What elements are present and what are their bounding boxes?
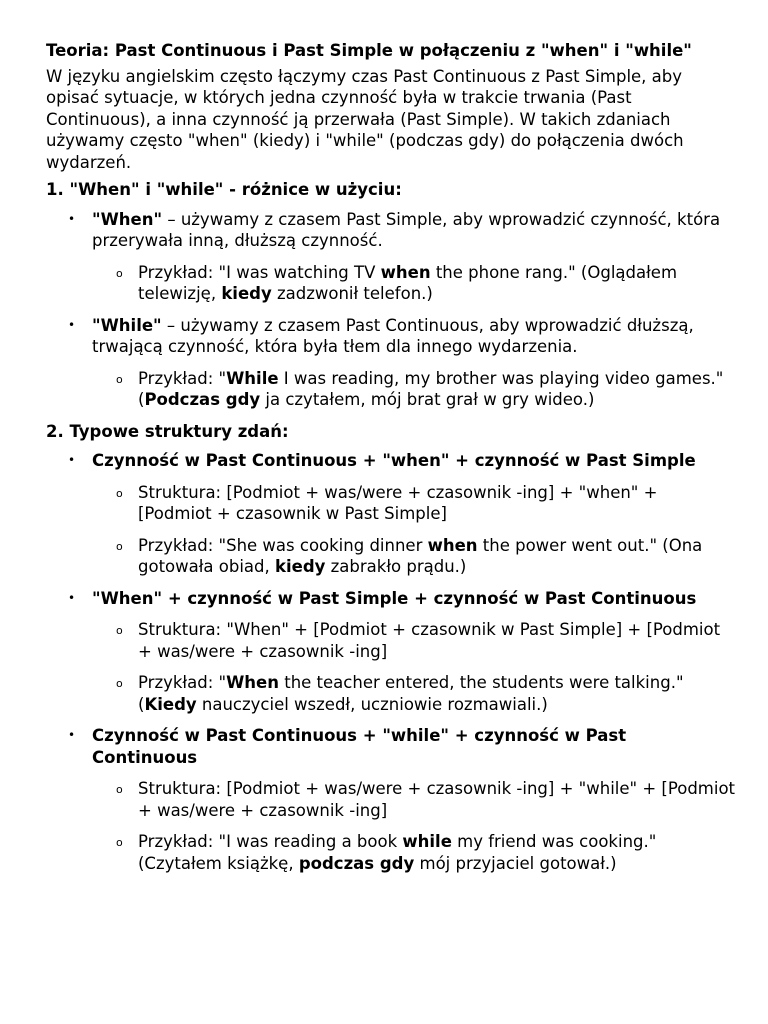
sub-list bbox=[92, 262, 736, 305]
circle-bullet-icon: o bbox=[116, 624, 123, 637]
sub-list bbox=[92, 778, 736, 874]
list-item-while bbox=[46, 315, 736, 411]
example-keyword: Kiedy bbox=[144, 694, 197, 714]
example-keyword: While bbox=[226, 368, 279, 388]
structure-heading: "When" + czynność w Past Simple + czynność w Past Continuous bbox=[92, 588, 697, 608]
example-text: Przykład: "She was cooking dinner bbox=[138, 535, 428, 555]
circle-bullet-icon: o bbox=[116, 372, 123, 386]
circle-bullet-icon: o bbox=[116, 486, 123, 500]
term-description: – używamy z czasem Past Continuous, aby wprowadzić dłuższą, trwającą czynność, która była tłem dla innego wydarzenia. bbox=[92, 315, 694, 356]
example-text: mój przyjaciel gotował.) bbox=[414, 853, 617, 873]
circle-bullet-icon: o bbox=[116, 677, 123, 690]
example-item bbox=[92, 672, 736, 715]
section-2-list bbox=[46, 450, 736, 874]
structure-pattern bbox=[92, 619, 736, 662]
sub-list bbox=[92, 619, 736, 715]
example-item bbox=[92, 535, 736, 578]
example-keyword: while bbox=[402, 832, 452, 851]
section-1-list bbox=[46, 209, 736, 411]
example-text: ja czytałem, mój brat grał w gry wideo.) bbox=[260, 390, 595, 409]
structure-item bbox=[46, 725, 736, 874]
sub-list bbox=[92, 368, 736, 411]
example-item bbox=[92, 262, 736, 305]
example-text: nauczyciel wszedł, uczniowie rozmawiali.) bbox=[196, 694, 548, 714]
circle-bullet-icon: o bbox=[116, 836, 123, 849]
bullet-icon: • bbox=[68, 211, 76, 226]
example-keyword: when bbox=[427, 535, 478, 555]
example-text: Przykład: "I was reading a book bbox=[138, 832, 403, 851]
example-text: the teacher entered, the students were talking." ( bbox=[138, 673, 684, 714]
structure-heading: Czynność w Past Continuous + "while" + czynność w Past Continuous bbox=[92, 726, 627, 767]
example-text: zabrakło prądu.) bbox=[325, 557, 467, 576]
example-keyword: kiedy bbox=[275, 557, 326, 576]
example-keyword: When bbox=[226, 673, 279, 692]
example-text: my friend was cooking." (Czytałem książkę, bbox=[138, 832, 657, 873]
bullet-icon: • bbox=[68, 590, 76, 605]
section-heading-2: 2. Typowe struktury zdań: bbox=[46, 421, 289, 441]
example-keyword: Podczas gdy bbox=[144, 390, 261, 409]
example-keyword: when bbox=[380, 262, 431, 282]
structure-heading: Czynność w Past Continuous + "when" + czynność w Past Simple bbox=[92, 451, 696, 470]
example-text: Przykład: "I was watching TV bbox=[138, 262, 381, 282]
term: "When" bbox=[92, 209, 163, 229]
term: "While" bbox=[92, 315, 162, 335]
sub-list bbox=[92, 482, 736, 578]
structure-item bbox=[46, 588, 736, 716]
example-text: zadzwonił telefon.) bbox=[271, 284, 433, 303]
example-text: Przykład: " bbox=[138, 673, 227, 692]
section-heading-1: 1. "When" i "while" - różnice w użyciu: bbox=[46, 180, 402, 199]
structure-item bbox=[46, 450, 736, 578]
example-text: I was reading, my brother was playing video games." ( bbox=[138, 368, 724, 409]
example-item bbox=[92, 831, 736, 874]
bullet-icon: • bbox=[68, 317, 76, 332]
bullet-icon: • bbox=[68, 453, 76, 467]
example-text: the power went out." (Ona gotowała obiad, bbox=[138, 535, 703, 576]
structure-pattern bbox=[92, 482, 736, 525]
example-keyword: podczas gdy bbox=[298, 853, 415, 873]
example-item bbox=[92, 368, 736, 411]
structure-pattern bbox=[92, 778, 736, 821]
term-description: – używamy z czasem Past Simple, aby wprowadzić czynność, która przerywała inną, dłuższą czynność. bbox=[92, 209, 721, 250]
list-item-when bbox=[46, 209, 736, 305]
structure-text: Struktura: [Podmiot + was/were + czasownik -ing] + "when" + [Podmiot + czasownik w Past Simple] bbox=[138, 482, 658, 523]
intro-paragraph: W języku angielskim często łączymy czas Past Continuous z Past Simple, aby opisać sytuacje, w których jedna czynność była w trakcie trwania (Past Continuous), a inna czynność ją przerwała (Past Simple). W takich zdaniach używamy często "when" (kiedy) i "while" (podczas gdy) do połączenia dwóch wydarzeń. bbox=[46, 66, 684, 172]
structure-text: Struktura: [Podmiot + was/were + czasownik -ing] + "while" + [Podmiot + was/were + czasownik -ing] bbox=[138, 779, 736, 820]
example-text: the phone rang." (Oglądałem telewizję, bbox=[138, 262, 678, 303]
circle-bullet-icon: o bbox=[116, 266, 123, 280]
circle-bullet-icon: o bbox=[116, 539, 123, 553]
structure-text: Struktura: "When" + [Podmiot + czasownik w Past Simple] + [Podmiot + was/were + czasownik -ing] bbox=[138, 620, 721, 661]
document-page bbox=[46, 40, 736, 884]
page-title: Teoria: Past Continuous i Past Simple w połączeniu z "when" i "while" bbox=[46, 41, 692, 60]
bullet-icon: • bbox=[68, 728, 76, 742]
circle-bullet-icon: o bbox=[116, 783, 123, 796]
example-text: Przykład: " bbox=[138, 368, 227, 388]
example-keyword: kiedy bbox=[221, 284, 272, 303]
